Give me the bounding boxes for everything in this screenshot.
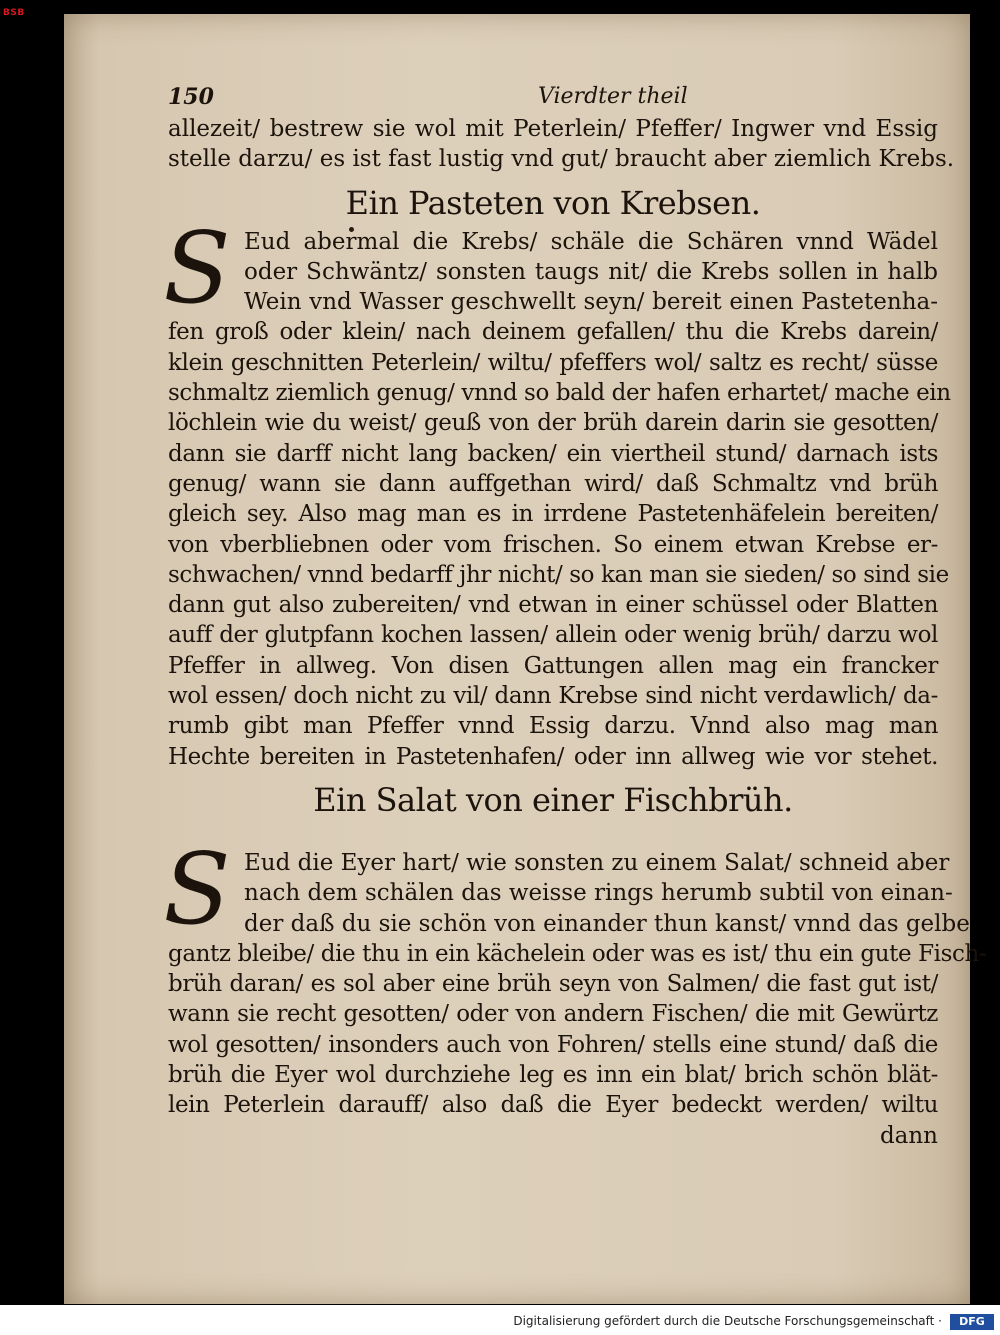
text-line: löchlein wie du weist/ geuß von der brüh darein darin sie gesotten/ bbox=[168, 410, 938, 437]
text-line: allezeit/ bestrew sie wol mit Peterlein/ Pfeffer/ Ingwer vnd Essig bbox=[168, 116, 938, 142]
dfg-logo: DFG bbox=[950, 1314, 994, 1330]
text-line: gleich sey. Also mag man es in irrdene Pastetenhäfelein bereiten/ bbox=[168, 501, 938, 528]
text-line: lein Peterlein darauff/ also daß die Eyer bedeckt werden/ wiltu bbox=[168, 1092, 938, 1119]
text-line: Pfeffer in allweg. Von disen Gattungen allen mag ein francker bbox=[168, 652, 938, 679]
text-line: wol essen/ doch nicht zu vil/ dann Krebse sind nicht verdawlich/ da- bbox=[168, 683, 938, 710]
page-text bbox=[163, 80, 987, 1151]
text-line: wann sie recht gesotten/ oder von andern Fischen/ die mit Gewürtz bbox=[168, 1001, 938, 1028]
text-line: rumb gibt man Pfeffer vnnd Essig darzu. Vnnd also mag man bbox=[168, 713, 938, 740]
text-line: nach dem schälen das weisse rings herumb subtil von einan- bbox=[244, 880, 953, 907]
section-gap bbox=[168, 824, 946, 848]
section-heading-salat: Ein Salat von einer Fischbrüh. bbox=[313, 780, 793, 819]
footer-bar bbox=[0, 1305, 1000, 1335]
paragraph-salat bbox=[163, 832, 987, 1151]
bsb-logo: BSB bbox=[3, 8, 25, 18]
text-line: Eud die Eyer hart/ wie sonsten zu einem Salat/ schneid aber bbox=[244, 849, 950, 876]
running-head: Vierdter theil bbox=[538, 84, 688, 109]
text-line: schwachen/ vnnd bedarff jhr nicht/ so kan man sie sieden/ so sind sie bbox=[168, 561, 949, 588]
text-line: genug/ wann sie dann auffgethan wird/ daß Schmaltz vnd brüh bbox=[168, 470, 938, 497]
continued-text bbox=[168, 114, 955, 175]
text-line: dann sie darff nicht lang backen/ ein viertheil stund/ darnach ists bbox=[168, 440, 938, 467]
page-number: 150 bbox=[168, 84, 214, 110]
drop-cap: S bbox=[163, 211, 231, 326]
funding-notice: Digitalisierung gefördert durch die Deutsche Forschungsgemeinschaft · bbox=[513, 1314, 942, 1328]
page-header bbox=[168, 80, 946, 114]
paragraph-krebs bbox=[163, 211, 951, 772]
text-line: brüh die Eyer wol durchziehe leg es inn ein blat/ brich schön blät- bbox=[168, 1062, 938, 1089]
text-line: der daß du sie schön von einander thun kanst/ vnnd das gelbe bbox=[244, 910, 970, 937]
text-line: von vberbliebnen oder vom frischen. So einem etwan Krebse er- bbox=[168, 531, 938, 558]
text-line: fen groß oder klein/ nach deinem gefallen/ thu die Krebs darein/ bbox=[168, 319, 938, 346]
drop-cap: S bbox=[163, 832, 231, 947]
text-line: auff der glutpfann kochen lassen/ allein oder wenig brüh/ darzu wol bbox=[168, 622, 938, 649]
text-line: klein geschnitten Peterlein/ wiltu/ pfeffers wol/ saltz es recht/ süsse bbox=[168, 349, 938, 376]
text-line: brüh daran/ es sol aber eine brüh seyn von Salmen/ die fast gut ist/ bbox=[168, 971, 938, 998]
text-line: schmaltz ziemlich genug/ vnnd so bald der hafen erhartet/ mache ein bbox=[168, 380, 951, 407]
section-heading-krebs: Ein Pasteten von Krebsen. bbox=[345, 183, 761, 222]
text-line: stelle darzu/ es ist fast lustig vnd gut/ braucht aber ziemlich Krebs. bbox=[168, 146, 955, 173]
text-line: Hechte bereiten in Pastetenhafen/ oder inn allweg wie vor stehet. bbox=[168, 743, 938, 770]
text-line: dann gut also zubereiten/ vnd etwan in einer schüssel oder Blatten bbox=[168, 592, 938, 619]
text-line: Eud abermal die Krebs/ schäle die Schären vnnd Wädel bbox=[244, 228, 938, 255]
text-line: wol gesotten/ insonders auch von Fohren/ stells eine stund/ daß die bbox=[168, 1031, 938, 1058]
text-line: oder Schwäntz/ sonsten taugs nit/ die Krebs sollen in halb bbox=[244, 258, 938, 285]
text-line: Wein vnd Wasser geschwellt seyn/ bereit einen Pastetenha- bbox=[244, 289, 938, 316]
catchword: dann bbox=[879, 1122, 938, 1149]
text-line: gantz bleibe/ die thu in ein kächelein oder was es ist/ thu ein gute Fisch- bbox=[168, 940, 987, 967]
